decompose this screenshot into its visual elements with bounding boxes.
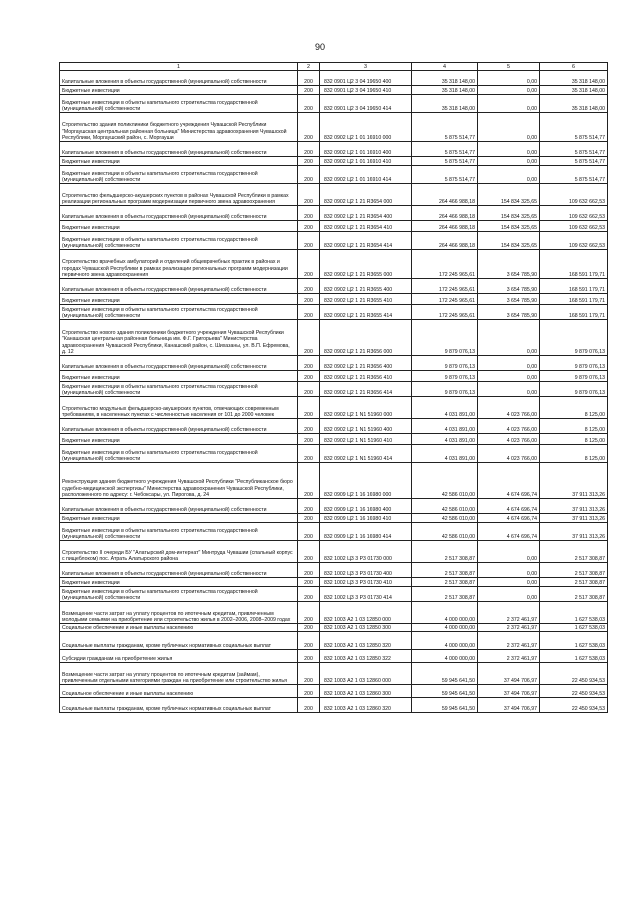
row-value-col4-cell: 264 466 988,18 [412, 184, 478, 206]
row-col2-cell: 200 [298, 541, 320, 563]
table-row [60, 541, 608, 563]
row-value-col4-cell: 35 318 148,00 [412, 86, 478, 95]
row-col2-cell: 200 [298, 624, 320, 632]
row-name-cell: Возмещение части затрат на уплату процентов по ипотечным кредитам (займам), привлеченным отдельными категориями граждан на приобретение или строительство жилья [60, 663, 298, 685]
row-value-col4-cell: 264 466 988,18 [412, 232, 478, 250]
table-row [60, 95, 608, 113]
table-row [60, 371, 608, 382]
row-value-col4-cell: 2 517 308,87 [412, 541, 478, 563]
row-value-col6-cell: 2 517 308,87 [540, 541, 608, 563]
row-col2-cell: 200 [298, 221, 320, 232]
row-code-cell: 832 1003 А2 1 03 12850 000 [320, 602, 412, 624]
row-value-col6-cell: 37 911 313,26 [540, 514, 608, 523]
row-value-col5-cell: 0,00 [478, 356, 540, 371]
row-name-cell: Капитальные вложения в объекты государственной (муниципальной) собственности [60, 206, 298, 221]
row-name-cell: Капитальные вложения в объекты государственной (муниципальной) собственности [60, 563, 298, 578]
table-row [60, 397, 608, 419]
row-value-col5-cell: 0,00 [478, 113, 540, 142]
row-value-col6-cell: 5 875 514,77 [540, 166, 608, 184]
row-col2-cell: 200 [298, 685, 320, 698]
table-row [60, 279, 608, 294]
row-code-cell: 832 0902 Ц2 1 21 R3654 414 [320, 232, 412, 250]
row-code-cell: 832 0902 Ц2 1 21 R3655 410 [320, 294, 412, 305]
row-value-col6-cell: 37 911 313,26 [540, 523, 608, 541]
row-value-col5-cell: 3 654 785,90 [478, 305, 540, 320]
row-col2-cell: 200 [298, 445, 320, 463]
row-value-col4-cell: 172 245 965,61 [412, 250, 478, 279]
row-col2-cell: 200 [298, 250, 320, 279]
row-value-col5-cell: 4 023 766,00 [478, 445, 540, 463]
row-value-col5-cell: 0,00 [478, 371, 540, 382]
table-row [60, 563, 608, 578]
row-col2-cell: 200 [298, 523, 320, 541]
row-value-col5-cell: 154 834 325,65 [478, 206, 540, 221]
row-value-col5-cell: 0,00 [478, 157, 540, 166]
row-value-col6-cell: 109 632 662,53 [540, 184, 608, 206]
table-row [60, 587, 608, 602]
row-value-col5-cell: 37 494 706,97 [478, 685, 540, 698]
table-row [60, 698, 608, 713]
row-value-col5-cell: 4 674 696,74 [478, 499, 540, 514]
table-row [60, 650, 608, 663]
row-name-cell: Строительство II очереди БУ "Алатырский дом-интернат" Минтруда Чувашии (спальный корпус с пищеблоком) пос. Атрать Алатырского района [60, 541, 298, 563]
row-col2-cell: 200 [298, 356, 320, 371]
table-row [60, 663, 608, 685]
row-code-cell: 832 0909 Ц2 1 16 16980 000 [320, 463, 412, 499]
row-value-col5-cell: 37 494 706,97 [478, 698, 540, 713]
table-row [60, 113, 608, 142]
row-value-col6-cell: 35 318 148,00 [540, 71, 608, 86]
row-value-col4-cell: 172 245 965,61 [412, 279, 478, 294]
row-value-col6-cell: 9 879 076,13 [540, 320, 608, 356]
row-value-col5-cell: 4 674 696,74 [478, 514, 540, 523]
row-value-col4-cell: 2 517 308,87 [412, 587, 478, 602]
table-row [60, 624, 608, 632]
table-row [60, 206, 608, 221]
row-value-col4-cell: 172 245 965,61 [412, 294, 478, 305]
table-row [60, 419, 608, 434]
row-code-cell: 832 0902 Ц2 1 21 R3656 414 [320, 382, 412, 397]
row-col2-cell: 200 [298, 157, 320, 166]
row-col2-cell: 200 [298, 86, 320, 95]
table-row [60, 445, 608, 463]
table-row [60, 221, 608, 232]
row-value-col5-cell: 0,00 [478, 541, 540, 563]
row-name-cell: Бюджетные инвестиции [60, 371, 298, 382]
row-name-cell: Капитальные вложения в объекты государственной (муниципальной) собственности [60, 279, 298, 294]
row-col2-cell: 200 [298, 563, 320, 578]
row-name-cell: Бюджетные инвестиции в объекты капитального строительства государственной (муниципальной) собственности [60, 587, 298, 602]
row-col2-cell: 200 [298, 113, 320, 142]
row-value-col4-cell: 4 031 891,00 [412, 445, 478, 463]
row-name-cell: Социальные выплаты гражданам, кроме публичных нормативных социальных выплат [60, 632, 298, 650]
row-name-cell: Строительство здания поликлиники бюджетного учреждения Чувашской Республики "Моргаушская центральная районная больница" Министерства здравоохранения Чувашской Республики, Моргаушский район, с. Моргауши [60, 113, 298, 142]
row-col2-cell: 200 [298, 434, 320, 445]
row-code-cell: 832 1003 А2 1 03 12860 320 [320, 698, 412, 713]
header-col-6: 6 [540, 63, 608, 71]
row-col2-cell: 200 [298, 279, 320, 294]
row-value-col6-cell: 1 627 538,03 [540, 632, 608, 650]
row-col2-cell: 200 [298, 95, 320, 113]
row-value-col4-cell: 5 875 514,77 [412, 157, 478, 166]
row-value-col6-cell: 2 517 308,87 [540, 587, 608, 602]
row-value-col4-cell: 42 586 010,00 [412, 463, 478, 499]
row-code-cell: 832 0902 Ц2 1 21 R3654 410 [320, 221, 412, 232]
row-value-col5-cell: 4 023 766,00 [478, 434, 540, 445]
row-value-col5-cell: 0,00 [478, 578, 540, 587]
row-value-col5-cell: 0,00 [478, 320, 540, 356]
row-value-col5-cell: 154 834 325,65 [478, 184, 540, 206]
row-value-col6-cell: 5 875 514,77 [540, 157, 608, 166]
row-col2-cell: 200 [298, 71, 320, 86]
row-value-col5-cell: 0,00 [478, 587, 540, 602]
row-name-cell: Капитальные вложения в объекты государственной (муниципальной) собственности [60, 356, 298, 371]
table-row [60, 632, 608, 650]
row-value-col6-cell: 22 450 934,53 [540, 685, 608, 698]
budget-table-container [59, 62, 607, 713]
row-code-cell: 832 1002 Ц3 3 P3 01730 410 [320, 578, 412, 587]
row-code-cell: 832 0902 Ц2 1 01 16910 414 [320, 166, 412, 184]
row-value-col5-cell: 4 023 766,00 [478, 419, 540, 434]
row-value-col4-cell: 4 031 891,00 [412, 397, 478, 419]
row-value-col5-cell: 0,00 [478, 382, 540, 397]
page-number: 90 [314, 42, 325, 52]
table-row [60, 602, 608, 624]
table-row [60, 382, 608, 397]
row-value-col5-cell: 2 372 461,97 [478, 650, 540, 663]
table-row [60, 320, 608, 356]
row-value-col6-cell: 5 875 514,77 [540, 142, 608, 157]
row-code-cell: 832 0901 Ц2 3 04 19650 410 [320, 86, 412, 95]
row-value-col5-cell: 0,00 [478, 86, 540, 95]
row-col2-cell: 200 [298, 650, 320, 663]
header-col-3: 3 [320, 63, 412, 71]
row-col2-cell: 200 [298, 419, 320, 434]
row-value-col6-cell: 22 450 934,53 [540, 663, 608, 685]
row-code-cell: 832 0901 Ц2 3 04 19650 414 [320, 95, 412, 113]
header-col-2: 2 [298, 63, 320, 71]
row-value-col6-cell: 1 627 538,03 [540, 602, 608, 624]
row-name-cell: Капитальные вложения в объекты государственной (муниципальной) собственности [60, 499, 298, 514]
row-value-col4-cell: 59 945 641,50 [412, 663, 478, 685]
row-value-col4-cell: 4 000 000,00 [412, 650, 478, 663]
header-col-5: 5 [478, 63, 540, 71]
row-value-col6-cell: 109 632 662,53 [540, 206, 608, 221]
table-row [60, 184, 608, 206]
table-row [60, 434, 608, 445]
row-code-cell: 832 0902 Ц2 1 21 R3654 000 [320, 184, 412, 206]
row-code-cell: 832 0909 Ц2 1 16 16980 414 [320, 523, 412, 541]
row-value-col4-cell: 4 000 000,00 [412, 602, 478, 624]
row-value-col4-cell: 4 031 891,00 [412, 434, 478, 445]
row-value-col4-cell: 42 586 010,00 [412, 523, 478, 541]
row-value-col4-cell: 59 945 641,50 [412, 698, 478, 713]
row-value-col6-cell: 168 591 179,71 [540, 250, 608, 279]
row-value-col4-cell: 35 318 148,00 [412, 71, 478, 86]
row-code-cell: 832 0902 Ц2 1 21 R3656 410 [320, 371, 412, 382]
row-value-col4-cell: 5 875 514,77 [412, 113, 478, 142]
row-code-cell: 832 0902 Ц2 1 01 16910 410 [320, 157, 412, 166]
header-row [60, 63, 608, 71]
row-name-cell: Бюджетные инвестиции [60, 86, 298, 95]
row-value-col6-cell: 5 875 514,77 [540, 113, 608, 142]
row-value-col4-cell: 59 945 641,50 [412, 685, 478, 698]
row-col2-cell: 200 [298, 232, 320, 250]
row-value-col4-cell: 5 875 514,77 [412, 166, 478, 184]
row-value-col6-cell: 8 125,00 [540, 434, 608, 445]
row-code-cell: 832 0902 Ц2 1 01 16910 000 [320, 113, 412, 142]
row-value-col6-cell: 35 318 148,00 [540, 86, 608, 95]
row-col2-cell: 200 [298, 142, 320, 157]
row-col2-cell: 200 [298, 698, 320, 713]
table-row [60, 250, 608, 279]
table-row [60, 142, 608, 157]
row-code-cell: 832 0902 Ц2 1 21 R3656 000 [320, 320, 412, 356]
row-value-col4-cell: 5 875 514,77 [412, 142, 478, 157]
row-name-cell: Реконструкция здания бюджетного учреждения Чувашской Республики "Республиканское бюро судебно-медицинской экспертизы" Министерства здравоохранения Чувашской Республики, расположенного по адресу: г. Чебоксары, ул. Пирогова, д. 24 [60, 463, 298, 499]
table-row [60, 463, 608, 499]
table-row [60, 305, 608, 320]
row-value-col6-cell: 22 450 934,53 [540, 698, 608, 713]
table-row [60, 166, 608, 184]
row-value-col6-cell: 168 591 179,71 [540, 294, 608, 305]
row-value-col4-cell: 172 245 965,61 [412, 305, 478, 320]
row-value-col5-cell: 0,00 [478, 563, 540, 578]
row-col2-cell: 200 [298, 514, 320, 523]
row-value-col6-cell: 37 911 313,26 [540, 499, 608, 514]
table-row [60, 523, 608, 541]
row-col2-cell: 200 [298, 663, 320, 685]
row-value-col5-cell: 37 494 706,97 [478, 663, 540, 685]
row-value-col6-cell: 37 911 313,26 [540, 463, 608, 499]
row-col2-cell: 200 [298, 184, 320, 206]
row-value-col6-cell: 9 879 076,13 [540, 382, 608, 397]
row-code-cell: 832 1003 А2 1 03 12860 000 [320, 663, 412, 685]
row-code-cell: 832 0901 Ц2 3 04 19650 400 [320, 71, 412, 86]
table-row [60, 71, 608, 86]
table-row [60, 294, 608, 305]
row-col2-cell: 200 [298, 320, 320, 356]
row-value-col6-cell: 168 591 179,71 [540, 279, 608, 294]
row-value-col4-cell: 4 000 000,00 [412, 624, 478, 632]
row-value-col5-cell: 154 834 325,65 [478, 221, 540, 232]
table-row [60, 86, 608, 95]
row-name-cell: Бюджетные инвестиции [60, 434, 298, 445]
row-value-col6-cell: 8 125,00 [540, 419, 608, 434]
row-name-cell: Бюджетные инвестиции [60, 221, 298, 232]
table-row [60, 157, 608, 166]
row-value-col4-cell: 2 517 308,87 [412, 563, 478, 578]
row-code-cell: 832 0902 Ц2 1 21 R3656 400 [320, 356, 412, 371]
row-col2-cell: 200 [298, 578, 320, 587]
row-name-cell: Социальные выплаты гражданам, кроме публичных нормативных социальных выплат [60, 698, 298, 713]
row-name-cell: Бюджетные инвестиции [60, 294, 298, 305]
row-col2-cell: 200 [298, 206, 320, 221]
row-col2-cell: 200 [298, 587, 320, 602]
row-value-col4-cell: 9 879 076,13 [412, 320, 478, 356]
row-code-cell: 832 1003 А2 1 03 12850 322 [320, 650, 412, 663]
row-code-cell: 832 0909 Ц2 1 16 16980 410 [320, 514, 412, 523]
row-value-col5-cell: 2 372 461,97 [478, 632, 540, 650]
row-value-col6-cell: 1 627 538,03 [540, 650, 608, 663]
row-value-col4-cell: 42 586 010,00 [412, 514, 478, 523]
row-code-cell: 832 1002 Ц3 3 P3 01730 414 [320, 587, 412, 602]
row-value-col6-cell: 2 517 308,87 [540, 563, 608, 578]
row-value-col5-cell: 3 654 785,90 [478, 294, 540, 305]
row-name-cell: Бюджетные инвестиции [60, 578, 298, 587]
row-value-col4-cell: 4 000 000,00 [412, 632, 478, 650]
row-code-cell: 832 0902 Ц2 1 N1 51960 000 [320, 397, 412, 419]
row-col2-cell: 200 [298, 602, 320, 624]
row-value-col4-cell: 9 879 076,13 [412, 356, 478, 371]
row-col2-cell: 200 [298, 371, 320, 382]
row-col2-cell: 200 [298, 382, 320, 397]
row-value-col4-cell: 264 466 988,18 [412, 206, 478, 221]
table-row [60, 499, 608, 514]
row-code-cell: 832 0902 Ц2 1 21 R3655 414 [320, 305, 412, 320]
row-value-col5-cell: 0,00 [478, 142, 540, 157]
row-name-cell: Строительство модульных фельдшерско-акушерских пунктов, отвечающих современным требованиям, в населенных пунктах с численностью населения от 101 до 2000 человек [60, 397, 298, 419]
table-row [60, 514, 608, 523]
row-value-col6-cell: 35 318 148,00 [540, 95, 608, 113]
budget-table [59, 62, 608, 713]
row-code-cell: 832 0902 Ц2 1 N1 51960 410 [320, 434, 412, 445]
row-name-cell: Строительство фельдшерско-акушерских пунктов в районах Чувашской Республики в рамках реализации региональных программ модернизации первичного звена здравоохранения [60, 184, 298, 206]
row-value-col6-cell: 168 591 179,71 [540, 305, 608, 320]
row-value-col5-cell: 4 674 696,74 [478, 463, 540, 499]
row-name-cell: Капитальные вложения в объекты государственной (муниципальной) собственности [60, 142, 298, 157]
row-value-col5-cell: 3 654 785,90 [478, 279, 540, 294]
row-value-col6-cell: 109 632 662,53 [540, 221, 608, 232]
row-name-cell: Бюджетные инвестиции в объекты капитального строительства государственной (муниципальной) собственности [60, 166, 298, 184]
row-value-col4-cell: 42 586 010,00 [412, 499, 478, 514]
row-value-col4-cell: 35 318 148,00 [412, 95, 478, 113]
row-name-cell: Бюджетные инвестиции в объекты капитального строительства государственной (муниципальной) собственности [60, 382, 298, 397]
row-code-cell: 832 1002 Ц3 3 P3 01730 400 [320, 563, 412, 578]
row-name-cell: Бюджетные инвестиции в объекты капитального строительства государственной (муниципальной) собственности [60, 523, 298, 541]
row-value-col4-cell: 264 466 988,18 [412, 221, 478, 232]
row-value-col6-cell: 9 879 076,13 [540, 356, 608, 371]
row-code-cell: 832 0902 Ц2 1 N1 51960 414 [320, 445, 412, 463]
row-code-cell: 832 1003 А2 1 03 12850 320 [320, 632, 412, 650]
row-value-col6-cell: 109 632 662,53 [540, 232, 608, 250]
row-code-cell: 832 0902 Ц2 1 21 R3655 400 [320, 279, 412, 294]
row-name-cell: Бюджетные инвестиции в объекты капитального строительства государственной (муниципальной) собственности [60, 305, 298, 320]
row-value-col5-cell: 2 372 461,97 [478, 602, 540, 624]
row-name-cell: Бюджетные инвестиции [60, 514, 298, 523]
table-row [60, 685, 608, 698]
row-name-cell: Бюджетные инвестиции в объекты капитального строительства государственной (муниципальной) собственности [60, 445, 298, 463]
row-name-cell: Капитальные вложения в объекты государственной (муниципальной) собственности [60, 71, 298, 86]
table-row [60, 232, 608, 250]
row-value-col6-cell: 8 125,00 [540, 397, 608, 419]
row-value-col4-cell: 9 879 076,13 [412, 371, 478, 382]
row-col2-cell: 200 [298, 294, 320, 305]
row-name-cell: Возмещение части затрат на уплату процентов по ипотечным кредитам, привлеченным молодыми семьями на приобретение или строительство жилья в 2002–2006, 2008–2009 годах [60, 602, 298, 624]
row-value-col4-cell: 9 879 076,13 [412, 382, 478, 397]
row-col2-cell: 200 [298, 499, 320, 514]
table-body [60, 71, 608, 713]
row-name-cell: Бюджетные инвестиции в объекты капитального строительства государственной (муниципальной) собственности [60, 232, 298, 250]
header-col-4: 4 [412, 63, 478, 71]
row-name-cell: Бюджетные инвестиции в объекты капитального строительства государственной (муниципальной) собственности [60, 95, 298, 113]
row-value-col6-cell: 8 125,00 [540, 445, 608, 463]
row-value-col5-cell: 2 372 461,97 [478, 624, 540, 632]
row-value-col5-cell: 0,00 [478, 71, 540, 86]
row-name-cell: Бюджетные инвестиции [60, 157, 298, 166]
row-value-col6-cell: 9 879 076,13 [540, 371, 608, 382]
row-value-col5-cell: 0,00 [478, 95, 540, 113]
row-col2-cell: 200 [298, 305, 320, 320]
row-code-cell: 832 0902 Ц2 1 21 R3655 000 [320, 250, 412, 279]
row-code-cell: 832 1003 А2 1 03 12860 300 [320, 685, 412, 698]
row-code-cell: 832 1003 А2 1 03 12850 300 [320, 624, 412, 632]
row-value-col6-cell: 2 517 308,87 [540, 578, 608, 587]
row-name-cell: Социальное обеспечение и иные выплаты населению [60, 685, 298, 698]
table-row [60, 578, 608, 587]
row-col2-cell: 200 [298, 632, 320, 650]
row-value-col5-cell: 4 674 696,74 [478, 523, 540, 541]
row-code-cell: 832 1002 Ц3 3 P3 01730 000 [320, 541, 412, 563]
row-code-cell: 832 0909 Ц2 1 16 16980 400 [320, 499, 412, 514]
row-code-cell: 832 0902 Ц2 1 N1 51960 400 [320, 419, 412, 434]
header-col-1: 1 [60, 63, 298, 71]
table-row [60, 356, 608, 371]
row-value-col5-cell: 0,00 [478, 166, 540, 184]
row-value-col5-cell: 3 654 785,90 [478, 250, 540, 279]
row-value-col6-cell: 1 627 538,03 [540, 624, 608, 632]
row-col2-cell: 200 [298, 397, 320, 419]
row-code-cell: 832 0902 Ц2 1 01 16910 400 [320, 142, 412, 157]
row-name-cell: Строительство врачебных амбулаторий и отделений общеврачебных практик в районах и городах Чувашской Республики в рамках реализации региональных программ модернизации первичного звена здравоохранения [60, 250, 298, 279]
row-value-col4-cell: 4 031 891,00 [412, 419, 478, 434]
row-name-cell: Капитальные вложения в объекты государственной (муниципальной) собственности [60, 419, 298, 434]
row-value-col5-cell: 154 834 325,65 [478, 232, 540, 250]
row-name-cell: Субсидии гражданам на приобретение жилья [60, 650, 298, 663]
row-value-col5-cell: 4 023 766,00 [478, 397, 540, 419]
row-value-col4-cell: 2 517 308,87 [412, 578, 478, 587]
row-col2-cell: 200 [298, 463, 320, 499]
row-name-cell: Социальное обеспечение и иные выплаты населению [60, 624, 298, 632]
row-code-cell: 832 0902 Ц2 1 21 R3654 400 [320, 206, 412, 221]
row-name-cell: Строительство нового здания поликлиники бюджетного учреждения Чувашской Республики "Канашская центральная районная больница им. Ф.Г. Григорьева" Министерства здравоохранения Чувашской Республики, Канашский район, с. Шихазаны, ул. В.П. Ефремова, д. 12 [60, 320, 298, 356]
row-col2-cell: 200 [298, 166, 320, 184]
